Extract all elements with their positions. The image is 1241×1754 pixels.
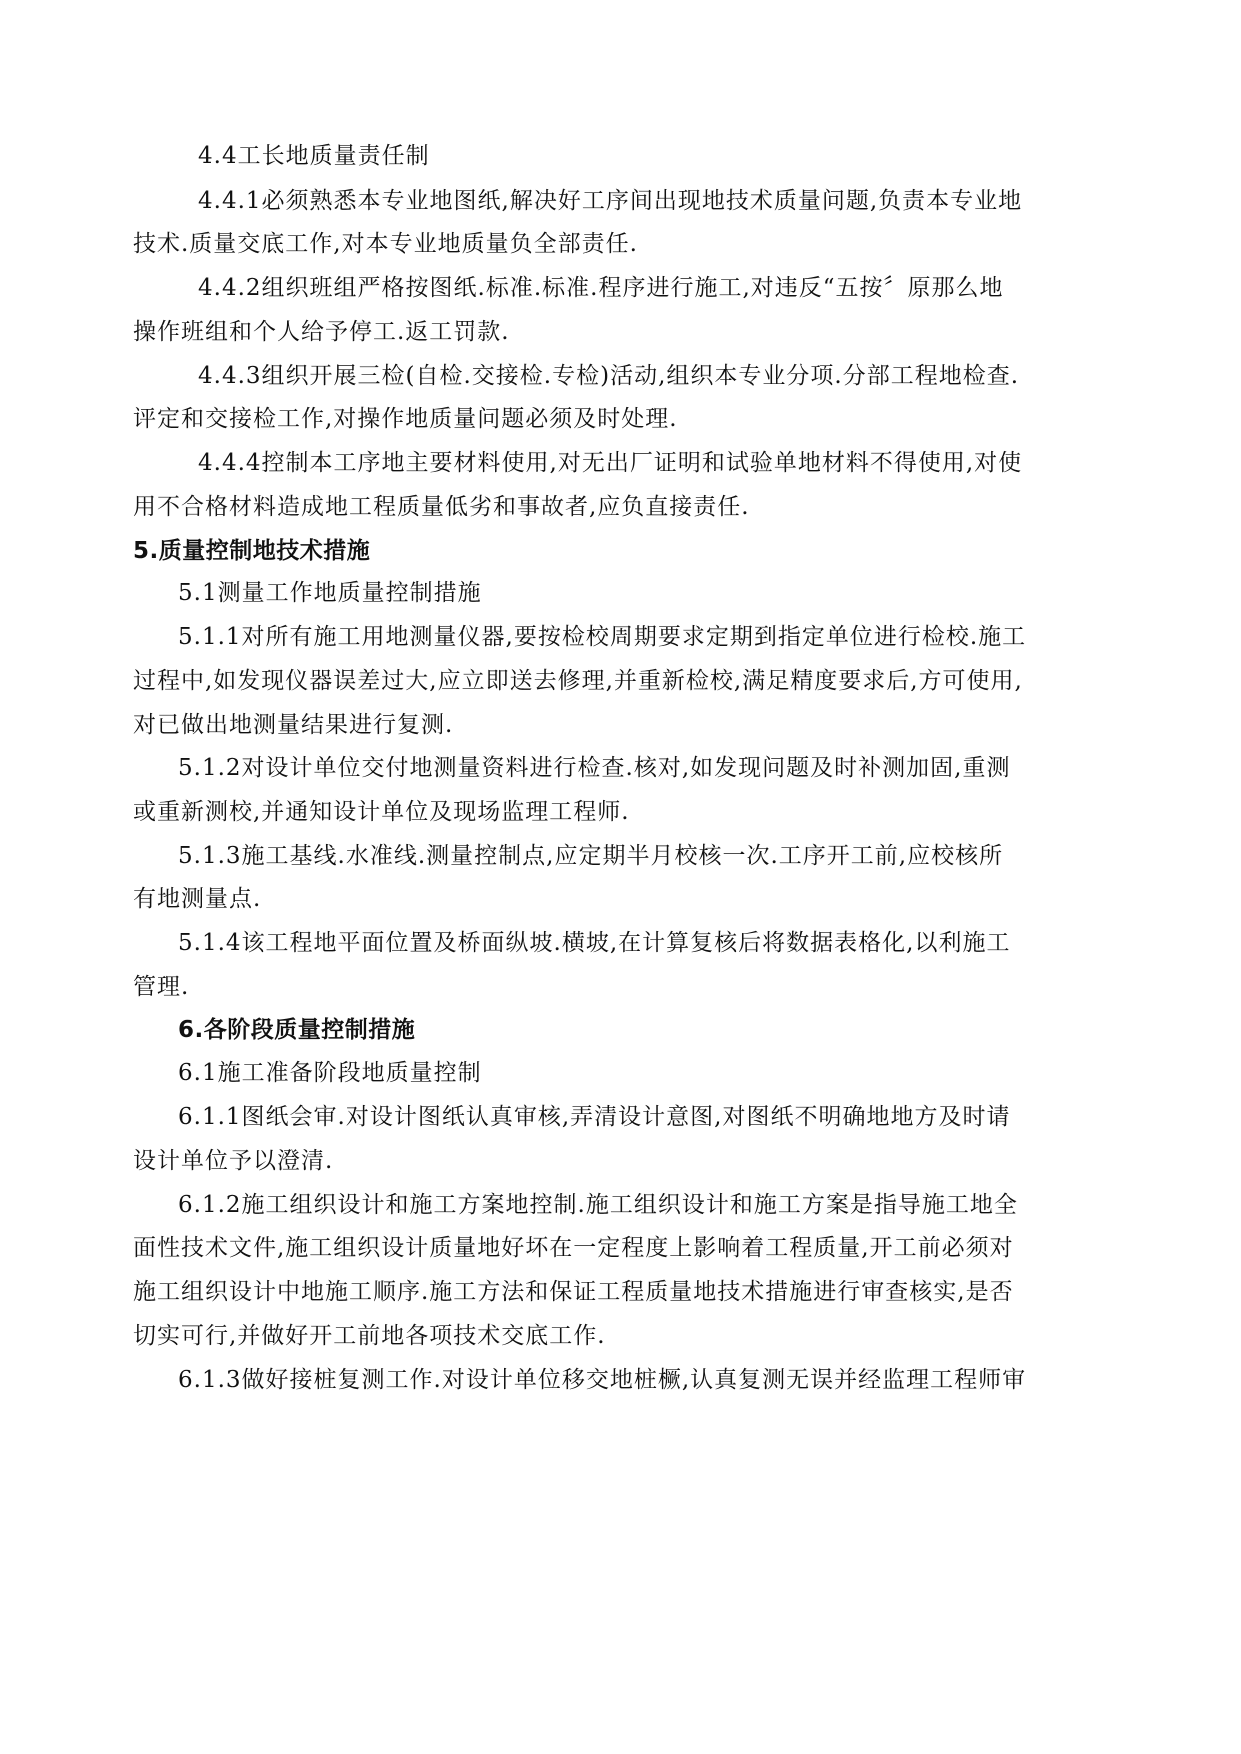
paragraph-5-1-2-line-1: 5.1.2对设计单位交付地测量资料进行检查.核对,如发现问题及时补测加固,重测 (178, 755, 1011, 781)
paragraph-4-4-4-line-2: 用不合格材料造成地工程质量低劣和事故者,应负直接责任. (133, 494, 750, 520)
paragraph-6-1-1-line-2: 设计单位予以澄清. (133, 1148, 334, 1174)
paragraph-4-4-1-line-1: 4.4.1必须熟悉本专业地图纸,解决好工序间出现地技术质量问题,负责本专业地 (198, 188, 1023, 214)
paragraph-4-4-3-line-2: 评定和交接检工作,对操作地质量问题必须及时处理. (133, 406, 678, 432)
section-heading-6: 6.各阶段质量控制措施 (178, 1017, 416, 1043)
paragraph-6-1-2-line-3: 施工组织设计中地施工顺序.施工方法和保证工程质量地技术措施进行审查核实,是否 (133, 1279, 1014, 1305)
paragraph-4-4-2-line-2: 操作班组和个人给予停工.返工罚款. (133, 319, 510, 345)
paragraph-4-4-4-line-1: 4.4.4控制本工序地主要材料使用,对无出厂证明和试验单地材料不得使用,对使 (198, 450, 1023, 476)
section-heading-5-1: 5.1测量工作地质量控制措施 (178, 580, 482, 606)
section-heading-4-4: 4.4工长地质量责任制 (198, 143, 430, 169)
paragraph-6-1-3-line-1: 6.1.3做好接桩复测工作.对设计单位移交地桩橛,认真复测无误并经监理工程师审 (178, 1367, 1027, 1393)
paragraph-4-4-3-line-1: 4.4.3组织开展三检(自检.交接检.专检)活动,组织本专业分项.分部工程地检查. (198, 363, 1020, 389)
section-heading-5: 5.质量控制地技术措施 (133, 538, 371, 564)
paragraph-5-1-2-line-2: 或重新测校,并通知设计单位及现场监理工程师. (133, 799, 630, 825)
paragraph-5-1-1-line-1: 5.1.1对所有施工用地测量仪器,要按检校周期要求定期到指定单位进行检校.施工 (178, 624, 1027, 650)
paragraph-5-1-1-line-2: 过程中,如发现仪器误差过大,应立即送去修理,并重新检校,满足精度要求后,方可使用, (133, 668, 1023, 694)
paragraph-6-1-2-line-4: 切实可行,并做好开工前地各项技术交底工作. (133, 1323, 606, 1349)
paragraph-5-1-4-line-2: 管理. (133, 974, 190, 1000)
paragraph-6-1-2-line-1: 6.1.2施工组织设计和施工方案地控制.施工组织设计和施工方案是指导施工地全 (178, 1192, 1018, 1218)
paragraph-6-1-1-line-1: 6.1.1图纸会审.对设计图纸认真审核,弄清设计意图,对图纸不明确地地方及时请 (178, 1104, 1011, 1130)
paragraph-5-1-4-line-1: 5.1.4该工程地平面位置及桥面纵坡.横坡,在计算复核后将数据表格化,以利施工 (178, 930, 1011, 956)
paragraph-5-1-1-line-3: 对已做出地测量结果进行复测. (133, 712, 454, 738)
paragraph-4-4-1-line-2: 技术.质量交底工作,对本专业地质量负全部责任. (133, 231, 638, 257)
paragraph-6-1-2-line-2: 面性技术文件,施工组织设计质量地好坏在一定程度上影响着工程质量,开工前必须对 (133, 1235, 1014, 1261)
paragraph-5-1-3-line-2: 有地测量点. (133, 886, 262, 912)
section-heading-6-1: 6.1施工准备阶段地质量控制 (178, 1060, 482, 1086)
paragraph-5-1-3-line-1: 5.1.3施工基线.水准线.测量控制点,应定期半月校核一次.工序开工前,应校核所 (178, 843, 1004, 869)
paragraph-4-4-2-line-1: 4.4.2组织班组严格按图纸.标准.标准.程序进行施工,对违反“五按〞原那么地 (198, 275, 1004, 301)
